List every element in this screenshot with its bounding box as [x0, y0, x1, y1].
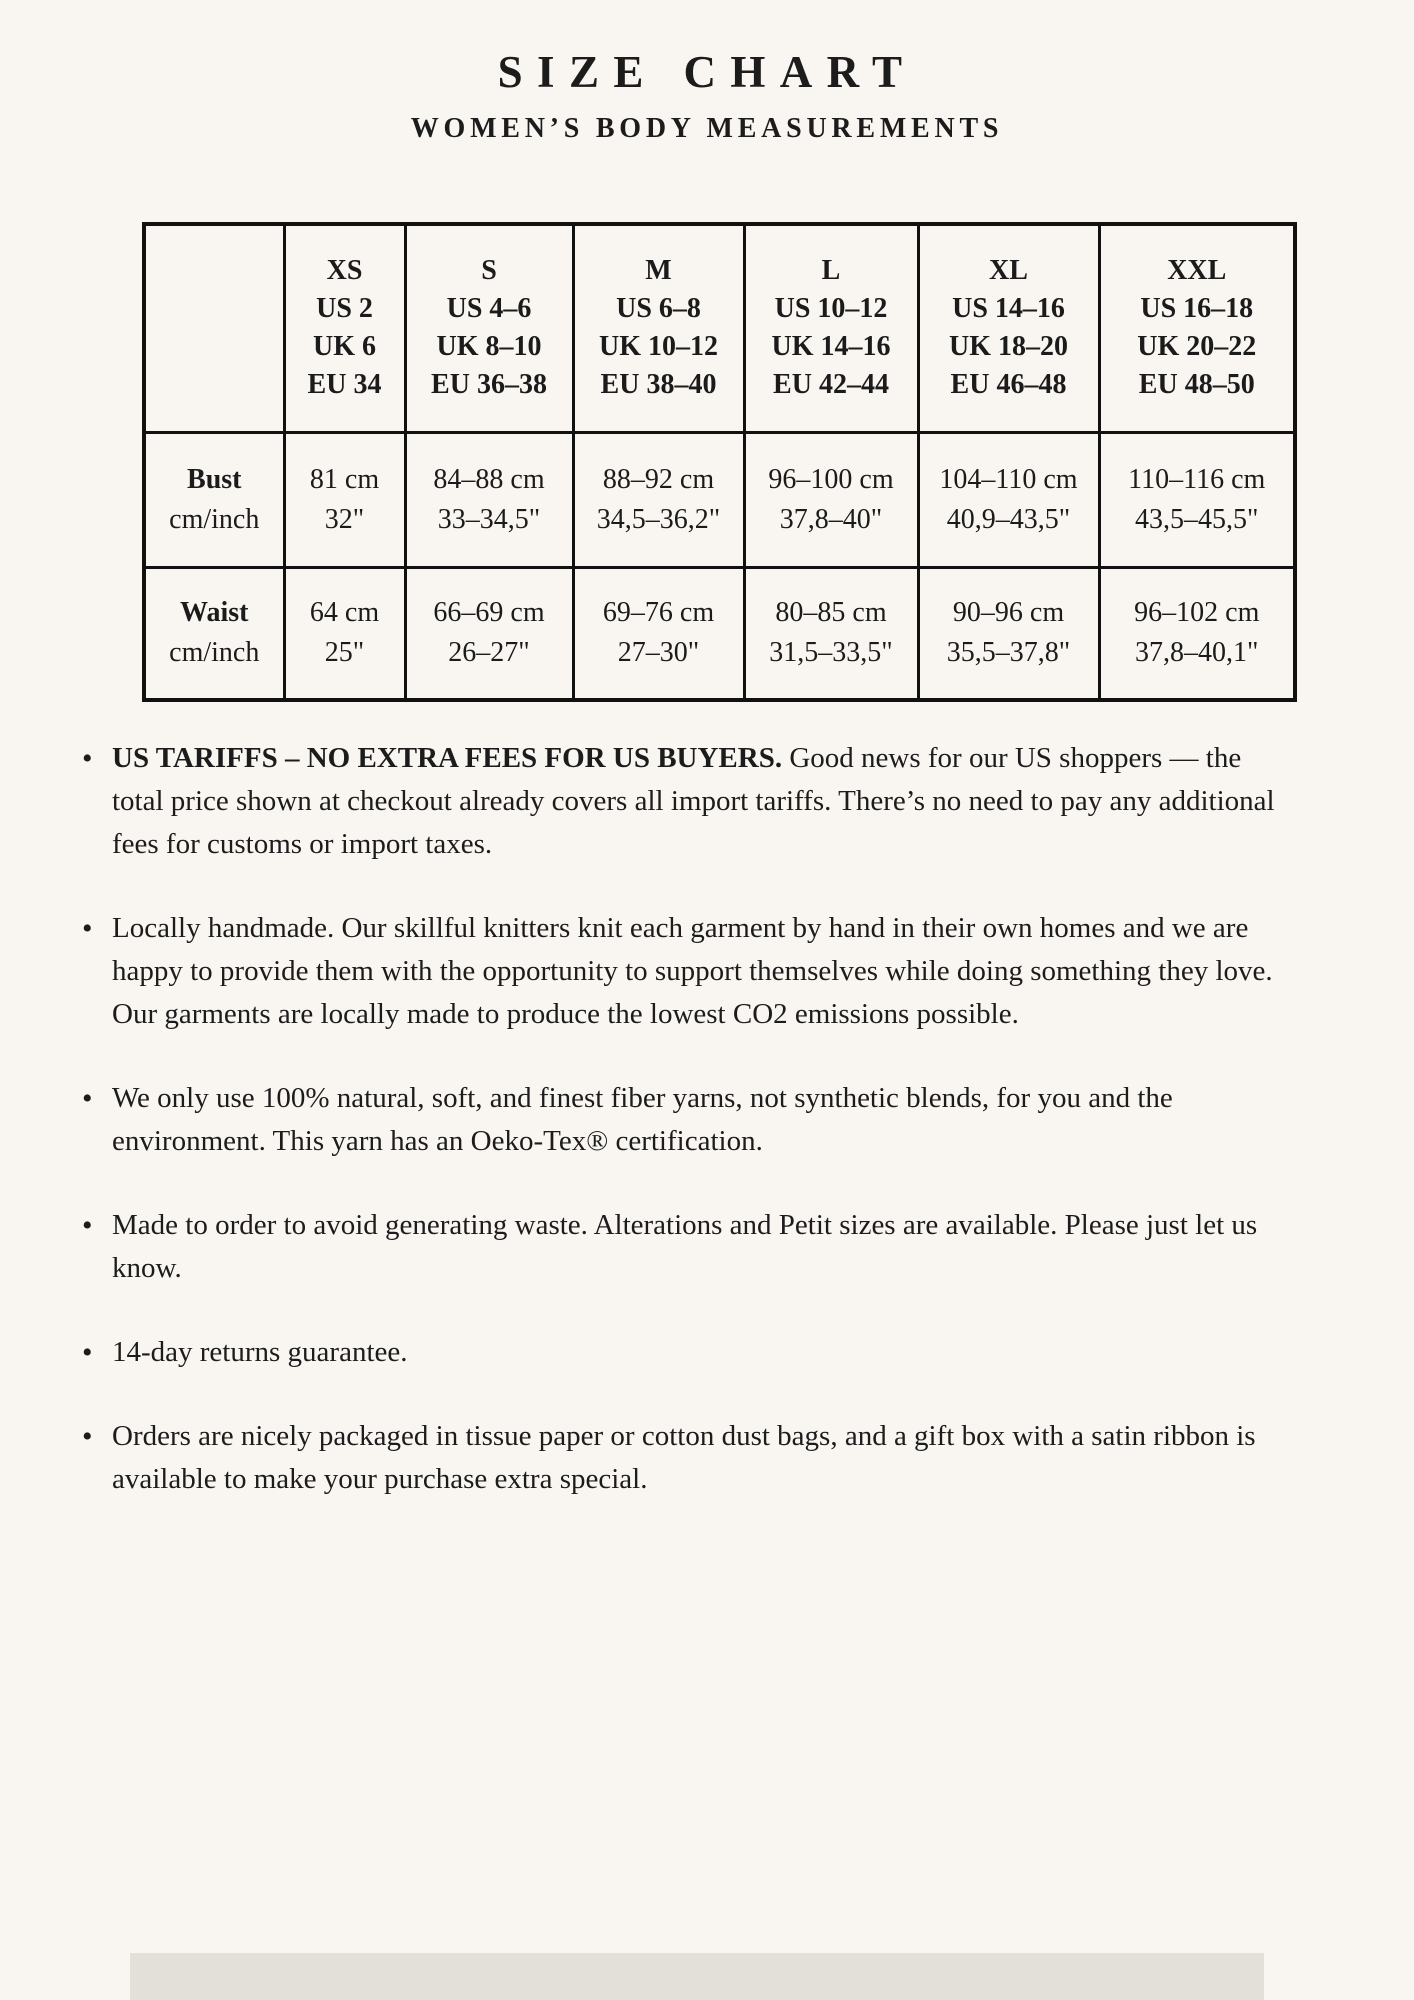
size-uk: UK 20–22: [1137, 331, 1257, 363]
bullet-returns-guarantee: [80, 1331, 1292, 1374]
bust-cell-xxl: [1099, 432, 1295, 567]
size-column-xl: [918, 224, 1099, 432]
size-label: S: [481, 255, 497, 287]
size-eu: EU 46–48: [950, 369, 1067, 401]
bullet-packaging: [80, 1415, 1292, 1501]
size-us: US 6–8: [616, 293, 701, 325]
bust-row-label: [144, 432, 284, 567]
value-cm: 81 cm: [309, 463, 380, 495]
value-inch: 37,8–40": [779, 503, 883, 535]
table-header-row: [144, 224, 1295, 432]
value-cm: 69–76 cm: [602, 597, 715, 629]
row-label: Waist: [180, 597, 249, 629]
size-label: L: [821, 255, 841, 287]
page-title: SIZE CHART: [497, 47, 917, 97]
row-label: Bust: [187, 463, 242, 495]
bust-cell-s: [405, 432, 573, 567]
table-corner-cell: [144, 224, 284, 432]
waist-cell-xl: [918, 567, 1099, 700]
size-column-l: [744, 224, 918, 432]
size-column-xxl: [1099, 224, 1295, 432]
bust-row: [144, 432, 1295, 567]
bust-cell-l: [744, 432, 918, 567]
value-inch: 35,5–37,8": [946, 637, 1071, 669]
size-label: XXL: [1167, 255, 1227, 287]
value-cm: 64 cm: [309, 597, 380, 629]
row-unit: cm/inch: [169, 503, 260, 535]
bust-cell-m: [573, 432, 744, 567]
size-column-xs: [284, 224, 405, 432]
bullet-natural-yarns: [80, 1077, 1292, 1163]
size-column-m: [573, 224, 744, 432]
product-info-list: [80, 737, 1292, 1542]
size-uk: UK 10–12: [599, 331, 718, 363]
bullet-text: Orders are nicely packaged in tissue paper or cotton dust bags, and a gift box with a satin ribbon is available to make your purchase extra special.: [112, 1420, 1256, 1495]
size-eu: EU 34: [307, 369, 382, 401]
bullet-text: We only use 100% natural, soft, and finest fiber yarns, not synthetic blends, for you and the environment. This yarn has an Oeko-Tex® certification.: [112, 1082, 1173, 1157]
bullet-made-to-order: [80, 1204, 1292, 1290]
page-subtitle: WOMEN’S BODY MEASUREMENTS: [410, 113, 1004, 144]
bullet-locally-handmade: [80, 907, 1292, 1036]
value-cm: 66–69 cm: [433, 597, 545, 629]
value-inch: 31,5–33,5": [769, 637, 893, 669]
size-label: M: [645, 255, 672, 287]
waist-cell-l: [744, 567, 918, 700]
bullet-lead-bold: US TARIFFS – NO EXTRA FEES FOR US BUYERS.: [112, 742, 783, 774]
size-us: US 16–18: [1140, 293, 1254, 325]
value-cm: 84–88 cm: [433, 463, 545, 495]
size-eu: EU 48–50: [1138, 369, 1255, 401]
value-inch: 33–34,5": [437, 503, 541, 535]
value-inch: 32": [324, 503, 365, 535]
waist-cell-s: [405, 567, 573, 700]
value-cm: 96–102 cm: [1134, 597, 1260, 629]
size-chart-table: [142, 222, 1297, 702]
waist-cell-m: [573, 567, 744, 700]
value-cm: 90–96 cm: [952, 597, 1065, 629]
size-uk: UK 18–20: [949, 331, 1068, 363]
size-eu: EU 38–40: [600, 369, 717, 401]
bottom-section-block: [130, 1953, 1264, 2000]
size-uk: UK 8–10: [436, 331, 542, 363]
value-inch: 27–30": [617, 637, 700, 669]
size-eu: EU 42–44: [773, 369, 889, 401]
value-inch: 34,5–36,2": [596, 503, 721, 535]
value-inch: 40,9–43,5": [946, 503, 1071, 535]
value-cm: 88–92 cm: [602, 463, 715, 495]
value-inch: 26–27": [448, 637, 530, 669]
value-inch: 43,5–45,5": [1135, 503, 1259, 535]
size-us: US 14–16: [952, 293, 1065, 325]
value-cm: 80–85 cm: [775, 597, 887, 629]
bullet-text: Locally handmade. Our skillful knitters knit each garment by hand in their own homes and we are happy to provide them with the opportunity to support themselves while doing something they love. Our garments are locally made to produce the lowest CO2 emissions possible.: [112, 912, 1273, 1030]
value-cm: 104–110 cm: [939, 463, 1078, 495]
size-label: XL: [989, 255, 1028, 287]
size-column-s: [405, 224, 573, 432]
size-us: US 4–6: [446, 293, 532, 325]
row-unit: cm/inch: [169, 637, 260, 669]
size-label: XS: [326, 255, 363, 287]
waist-cell-xs: [284, 567, 405, 700]
size-us: US 10–12: [774, 293, 888, 325]
bust-cell-xl: [918, 432, 1099, 567]
size-eu: EU 36–38: [431, 369, 547, 401]
size-uk: UK 14–16: [771, 331, 891, 363]
bullet-text: Good news for our US shoppers — the total price shown at checkout already covers all import tariffs. There’s no need to pay any additional fees for customs or import taxes.: [112, 742, 1275, 860]
waist-cell-xxl: [1099, 567, 1295, 700]
bust-cell-xs: [284, 432, 405, 567]
value-inch: 25": [324, 637, 365, 669]
bullet-text: 14-day returns guarantee.: [112, 1336, 408, 1368]
value-cm: 110–116 cm: [1128, 463, 1266, 495]
size-us: US 2: [316, 293, 373, 325]
value-inch: 37,8–40,1": [1135, 637, 1259, 669]
bullet-us-tariffs: [80, 737, 1292, 866]
size-uk: UK 6: [313, 331, 376, 363]
bullet-text: Made to order to avoid generating waste. Alterations and Petit sizes are available. Please just let us know.: [112, 1209, 1258, 1284]
waist-row-label: [144, 567, 284, 700]
value-cm: 96–100 cm: [768, 463, 894, 495]
waist-row: [144, 567, 1295, 700]
